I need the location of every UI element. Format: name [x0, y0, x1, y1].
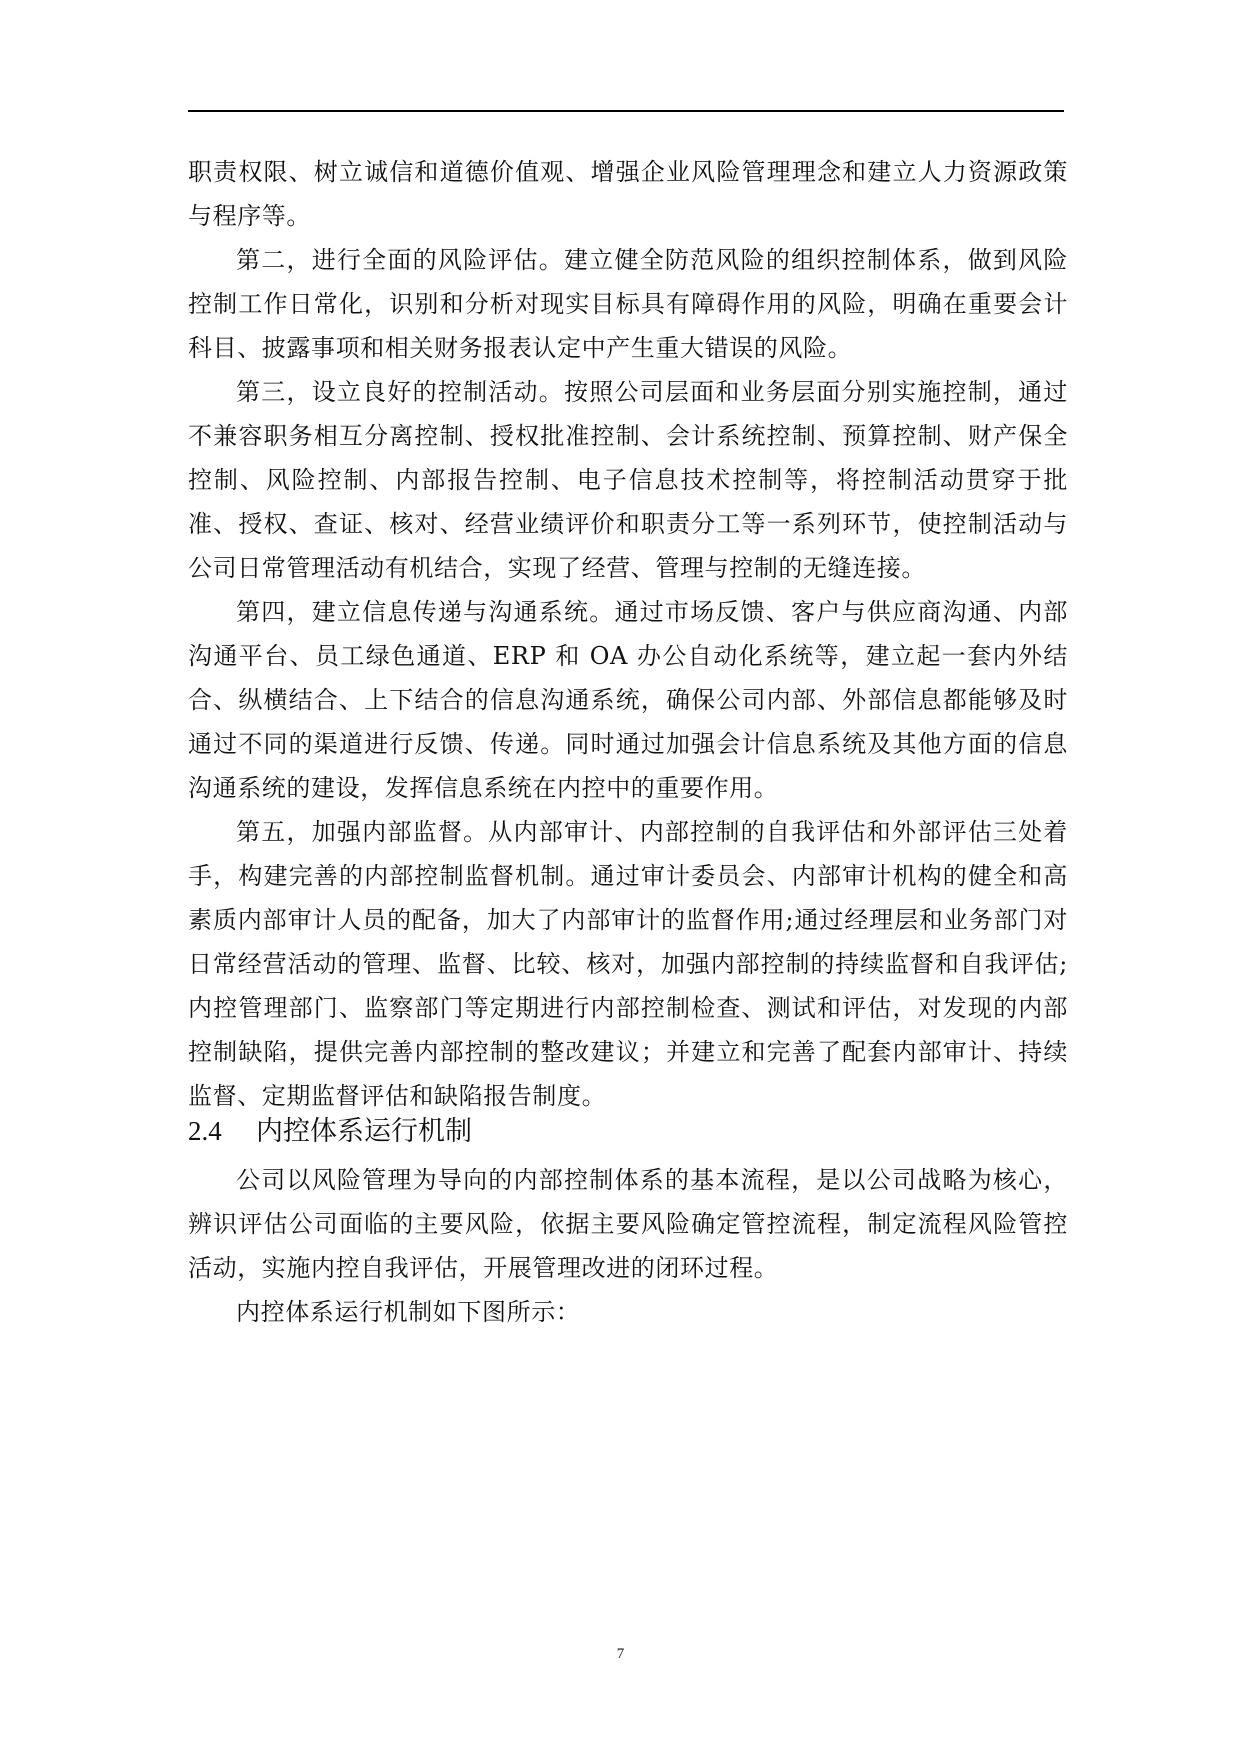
paragraph-internal-supervision: 第五，加强内部监督。从内部审计、内部控制的自我评估和外部评估三处着手，构建完善的内部控制监督机制。通过审计委员会、内部审计机构的健全和高素质内部审计人员的配备，加大了内部审计的监督作用;通过经理层和业务部门对日常经营活动的管理、监督、比较、核对，加强内部控制的持续监督和自我评估;内控管理部门、监察部门等定期进行内部控制检查、测试和评估，对发现的内部控制缺陷，提供完善内部控制的整改建议；并建立和完善了配套内部审计、持续监督、定期监督评估和缺陷报告制度。 — [188, 818, 1068, 1110]
section-heading — [188, 1113, 472, 1150]
section-number: 2.4 — [188, 1116, 222, 1146]
section-title: 内控体系运行机制 — [256, 1116, 472, 1147]
paragraph-continued: 职责权限、树立诚信和道德价值观、增强企业风险管理理念和建立人力资源政策与程序等。 — [188, 158, 1068, 230]
header-rule — [188, 110, 1064, 112]
paragraph-information-communication: 第四，建立信息传递与沟通系统。通过市场反馈、客户与供应商沟通、内部沟通平台、员工绿色通道、ERP 和 OA 办公自动化系统等，建立起一套内外结合、纵横结合、上下结合的信息沟通系统，确保公司内部、外部信息都能够及时通过不同的渠道进行反馈、传递。同时通过加强会计信息系统及其他方面的信息沟通系统的建设，发挥信息系统在内控中的重要作用。 — [188, 598, 1068, 802]
body-text-top — [188, 150, 1068, 1118]
body-text-bottom — [188, 1158, 1068, 1334]
paragraph-risk-assessment: 第二，进行全面的风险评估。建立健全防范风险的组织控制体系，做到风险控制工作日常化，识别和分析对现实目标具有障碍作用的风险，明确在重要会计科目、披露事项和相关财务报表认定中产生重大错误的风险。 — [188, 246, 1068, 362]
paragraph-figure-intro: 内控体系运行机制如下图所示： — [236, 1298, 581, 1326]
page-number: 7 — [616, 1646, 625, 1662]
paragraph-basic-process: 公司以风险管理为导向的内部控制体系的基本流程，是以公司战略为核心，辨识评估公司面临的主要风险，依据主要风险确定管控流程，制定流程风险管控活动，实施内控自我评估，开展管理改进的闭环过程。 — [188, 1166, 1068, 1282]
paragraph-control-activities: 第三，设立良好的控制活动。按照公司层面和业务层面分别实施控制，通过不兼容职务相互分离控制、授权批准控制、会计系统控制、预算控制、财产保全控制、风险控制、内部报告控制、电子信息技术控制等，将控制活动贯穿于批准、授权、查证、核对、经营业绩评价和职责分工等一系列环节，使控制活动与公司日常管理活动有机结合，实现了经营、管理与控制的无缝连接。 — [188, 378, 1068, 582]
